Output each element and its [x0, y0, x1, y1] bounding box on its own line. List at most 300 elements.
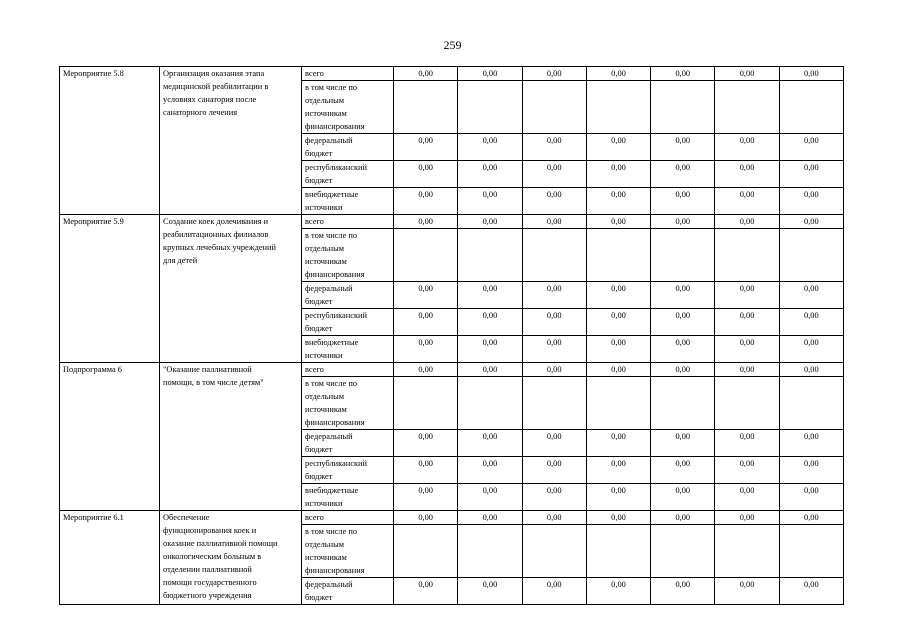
amount-cell — [779, 309, 843, 336]
program-name-line: оказание паллиативной помощи — [163, 539, 278, 548]
amount-cell — [715, 457, 779, 484]
amount-value: 0,00 — [804, 338, 819, 347]
amount-cell — [715, 377, 779, 430]
amount-value: 0,00 — [546, 136, 562, 145]
table-row — [60, 67, 844, 81]
amount-cell — [586, 309, 650, 336]
program-code: Мероприятие 6.1 — [63, 513, 124, 522]
amount-cell — [394, 67, 458, 81]
amount-cell — [522, 215, 586, 229]
amount-value: 0,00 — [546, 284, 562, 293]
funding-source-cell — [302, 188, 394, 215]
amount-cell — [651, 578, 715, 605]
program-name-line: условиях санатория после — [163, 95, 257, 104]
amount-value: 0,00 — [804, 486, 819, 495]
amount-cell — [394, 511, 458, 525]
funding-source-label: бюджет — [305, 297, 333, 306]
amount-value: 0,00 — [739, 513, 755, 522]
program-name-cell — [160, 67, 302, 215]
amount-cell — [715, 188, 779, 215]
amount-value: 0,00 — [482, 338, 498, 347]
table-row — [60, 363, 844, 377]
funding-source-label: внебюджетные — [305, 190, 359, 199]
amount-value: 0,00 — [804, 311, 819, 320]
amount-cell — [586, 229, 650, 282]
funding-source-label: внебюджетные — [305, 338, 359, 347]
amount-value: 0,00 — [418, 311, 433, 320]
amount-cell — [394, 282, 458, 309]
table-row — [60, 511, 844, 525]
funding-source-label: источникам — [305, 553, 347, 562]
program-code-cell — [60, 511, 160, 605]
amount-value: 0,00 — [804, 69, 819, 78]
amount-cell — [586, 525, 650, 578]
amount-value: 0,00 — [482, 365, 498, 374]
amount-cell — [651, 525, 715, 578]
funding-source-cell — [302, 363, 394, 377]
funding-source-label: в том числе по — [305, 527, 358, 536]
amount-cell — [715, 578, 779, 605]
amount-cell — [715, 81, 779, 134]
amount-cell — [522, 525, 586, 578]
funding-source-cell — [302, 377, 394, 430]
amount-value: 0,00 — [418, 432, 433, 441]
funding-table — [59, 66, 844, 605]
funding-source-label: финансирования — [305, 418, 365, 427]
amount-value: 0,00 — [804, 163, 819, 172]
amount-value: 0,00 — [418, 69, 433, 78]
funding-source-label: отдельным — [305, 540, 345, 549]
amount-cell — [779, 377, 843, 430]
amount-cell — [394, 363, 458, 377]
funding-source-cell — [302, 336, 394, 363]
amount-value: 0,00 — [611, 190, 626, 199]
amount-value: 0,00 — [804, 190, 819, 199]
amount-value: 0,00 — [675, 513, 691, 522]
amount-cell — [779, 430, 843, 457]
amount-cell — [586, 336, 650, 363]
amount-value: 0,00 — [611, 365, 626, 374]
amount-cell — [651, 336, 715, 363]
amount-cell — [779, 134, 843, 161]
funding-source-label: бюджет — [305, 472, 333, 481]
funding-source-cell — [302, 134, 394, 161]
program-name-line: онкологическим больным в — [163, 552, 262, 561]
funding-source-label: всего — [305, 217, 324, 226]
amount-cell — [394, 134, 458, 161]
amount-cell — [394, 336, 458, 363]
amount-value: 0,00 — [482, 69, 498, 78]
amount-cell — [779, 578, 843, 605]
amount-cell — [586, 457, 650, 484]
funding-source-label: отдельным — [305, 96, 345, 105]
funding-source-cell — [302, 81, 394, 134]
funding-source-label: федеральный — [305, 432, 353, 441]
funding-source-label: финансирования — [305, 566, 365, 575]
program-name-line: реабилитационных филиалов — [163, 230, 269, 239]
amount-cell — [586, 215, 650, 229]
amount-cell — [394, 81, 458, 134]
funding-source-cell — [302, 309, 394, 336]
amount-cell — [779, 161, 843, 188]
funding-source-label: финансирования — [305, 270, 365, 279]
amount-cell — [651, 430, 715, 457]
amount-cell — [779, 511, 843, 525]
funding-source-label: бюджет — [305, 176, 333, 185]
amount-value: 0,00 — [482, 284, 498, 293]
amount-cell — [586, 578, 650, 605]
funding-source-cell — [302, 525, 394, 578]
amount-cell — [458, 430, 522, 457]
amount-value: 0,00 — [546, 580, 562, 589]
amount-value: 0,00 — [611, 284, 626, 293]
amount-value: 0,00 — [739, 365, 755, 374]
amount-cell — [586, 484, 650, 511]
amount-cell — [394, 188, 458, 215]
amount-cell — [458, 457, 522, 484]
program-name-cell — [160, 363, 302, 511]
amount-value: 0,00 — [418, 365, 433, 374]
amount-value: 0,00 — [482, 190, 498, 199]
amount-value: 0,00 — [611, 136, 626, 145]
program-name-line: Организация оказания этапа — [163, 69, 265, 78]
amount-value: 0,00 — [611, 69, 626, 78]
amount-value: 0,00 — [418, 580, 433, 589]
amount-cell — [715, 309, 779, 336]
amount-value: 0,00 — [482, 136, 498, 145]
amount-value: 0,00 — [675, 284, 691, 293]
amount-value: 0,00 — [739, 163, 755, 172]
funding-source-label: источникам — [305, 257, 347, 266]
funding-source-cell — [302, 229, 394, 282]
amount-cell — [586, 377, 650, 430]
amount-cell — [586, 81, 650, 134]
program-name-line: отделении паллиативной — [163, 565, 252, 574]
amount-cell — [522, 67, 586, 81]
program-name-line: крупных лечебных учреждений — [163, 243, 276, 252]
amount-value: 0,00 — [418, 338, 433, 347]
amount-cell — [779, 282, 843, 309]
amount-value: 0,00 — [804, 459, 819, 468]
amount-value: 0,00 — [418, 190, 433, 199]
amount-cell — [394, 377, 458, 430]
amount-value: 0,00 — [804, 513, 819, 522]
amount-cell — [458, 578, 522, 605]
funding-source-label: бюджет — [305, 324, 333, 333]
funding-source-label: республиканский — [305, 311, 367, 320]
table-row — [60, 215, 844, 229]
funding-source-label: федеральный — [305, 284, 353, 293]
funding-source-label: бюджет — [305, 149, 333, 158]
funding-source-label: всего — [305, 69, 324, 78]
amount-value: 0,00 — [482, 311, 498, 320]
program-name-line: для детей — [163, 256, 198, 265]
amount-cell — [779, 67, 843, 81]
funding-source-label: всего — [305, 513, 324, 522]
funding-source-label: бюджет — [305, 445, 333, 454]
amount-cell — [586, 188, 650, 215]
amount-cell — [458, 282, 522, 309]
program-name-line: помощи государственного — [163, 578, 257, 587]
amount-value: 0,00 — [482, 163, 498, 172]
funding-source-cell — [302, 215, 394, 229]
funding-source-cell — [302, 67, 394, 81]
amount-value: 0,00 — [546, 338, 562, 347]
amount-value: 0,00 — [482, 432, 498, 441]
funding-source-cell — [302, 282, 394, 309]
amount-cell — [586, 67, 650, 81]
amount-cell — [458, 309, 522, 336]
amount-value: 0,00 — [546, 163, 562, 172]
amount-cell — [651, 81, 715, 134]
amount-value: 0,00 — [804, 365, 819, 374]
amount-cell — [715, 161, 779, 188]
amount-cell — [779, 188, 843, 215]
amount-value: 0,00 — [739, 580, 755, 589]
amount-cell — [651, 377, 715, 430]
amount-value: 0,00 — [611, 580, 626, 589]
amount-cell — [522, 430, 586, 457]
funding-source-label: источники — [305, 203, 343, 212]
amount-cell — [715, 511, 779, 525]
amount-cell — [586, 161, 650, 188]
amount-cell — [651, 457, 715, 484]
amount-cell — [394, 229, 458, 282]
program-name-line: помощи, в том числе детям" — [163, 378, 264, 387]
amount-cell — [651, 188, 715, 215]
funding-source-cell — [302, 457, 394, 484]
amount-cell — [779, 363, 843, 377]
amount-cell — [651, 511, 715, 525]
amount-cell — [522, 229, 586, 282]
funding-source-label: отдельным — [305, 392, 345, 401]
amount-value: 0,00 — [611, 513, 626, 522]
amount-cell — [458, 377, 522, 430]
amount-value: 0,00 — [675, 459, 691, 468]
funding-source-label: финансирования — [305, 122, 365, 131]
amount-cell — [394, 161, 458, 188]
amount-cell — [522, 511, 586, 525]
funding-source-label: всего — [305, 365, 324, 374]
funding-source-label: в том числе по — [305, 379, 358, 388]
amount-value: 0,00 — [739, 69, 755, 78]
amount-cell — [522, 336, 586, 363]
amount-value: 0,00 — [611, 432, 626, 441]
amount-value: 0,00 — [739, 136, 755, 145]
amount-cell — [715, 134, 779, 161]
amount-value: 0,00 — [675, 163, 691, 172]
amount-value: 0,00 — [482, 459, 498, 468]
program-name-line: бюджетного учреждения — [163, 591, 252, 600]
program-name-cell — [160, 511, 302, 605]
amount-cell — [586, 430, 650, 457]
program-code-cell — [60, 67, 160, 215]
amount-cell — [458, 525, 522, 578]
amount-cell — [458, 363, 522, 377]
program-code: Подпрограмма 6 — [63, 365, 122, 374]
amount-cell — [715, 430, 779, 457]
amount-cell — [779, 484, 843, 511]
amount-cell — [779, 229, 843, 282]
amount-cell — [458, 161, 522, 188]
amount-cell — [394, 457, 458, 484]
program-code-cell — [60, 215, 160, 363]
amount-value: 0,00 — [675, 432, 691, 441]
amount-value: 0,00 — [611, 217, 626, 226]
amount-value: 0,00 — [675, 217, 691, 226]
funding-source-label: источникам — [305, 109, 347, 118]
amount-value: 0,00 — [611, 459, 626, 468]
amount-value: 0,00 — [611, 163, 626, 172]
amount-cell — [651, 229, 715, 282]
amount-cell — [779, 215, 843, 229]
funding-source-label: источники — [305, 351, 343, 360]
amount-value: 0,00 — [675, 136, 691, 145]
program-code: Мероприятие 5.8 — [63, 69, 124, 78]
amount-value: 0,00 — [739, 486, 755, 495]
amount-value: 0,00 — [739, 190, 755, 199]
amount-cell — [458, 229, 522, 282]
program-name-line: Обеспечение — [163, 513, 210, 522]
amount-value: 0,00 — [804, 136, 819, 145]
amount-cell — [522, 484, 586, 511]
amount-cell — [458, 67, 522, 81]
amount-value: 0,00 — [418, 459, 433, 468]
program-name-line: функционирования коек и — [163, 526, 257, 535]
amount-value: 0,00 — [482, 217, 498, 226]
amount-cell — [715, 282, 779, 309]
funding-source-cell — [302, 430, 394, 457]
amount-cell — [586, 282, 650, 309]
amount-cell — [586, 363, 650, 377]
amount-value: 0,00 — [546, 365, 562, 374]
amount-value: 0,00 — [546, 432, 562, 441]
funding-table-body — [60, 67, 844, 605]
amount-value: 0,00 — [546, 513, 562, 522]
amount-cell — [394, 525, 458, 578]
amount-cell — [779, 457, 843, 484]
amount-cell — [715, 67, 779, 81]
amount-value: 0,00 — [482, 513, 498, 522]
amount-cell — [458, 81, 522, 134]
amount-cell — [715, 525, 779, 578]
amount-value: 0,00 — [482, 580, 498, 589]
amount-cell — [651, 282, 715, 309]
amount-cell — [586, 134, 650, 161]
program-code: Мероприятие 5.9 — [63, 217, 124, 226]
amount-cell — [522, 282, 586, 309]
amount-cell — [779, 336, 843, 363]
amount-value: 0,00 — [611, 311, 626, 320]
amount-cell — [394, 430, 458, 457]
amount-cell — [715, 229, 779, 282]
amount-cell — [394, 484, 458, 511]
amount-cell — [458, 134, 522, 161]
amount-cell — [394, 215, 458, 229]
amount-cell — [651, 67, 715, 81]
amount-cell — [522, 309, 586, 336]
amount-value: 0,00 — [675, 338, 691, 347]
funding-source-label: источники — [305, 499, 343, 508]
funding-source-label: отдельным — [305, 244, 345, 253]
program-name-line: санаторного лечения — [163, 108, 238, 117]
amount-value: 0,00 — [546, 486, 562, 495]
amount-value: 0,00 — [675, 311, 691, 320]
amount-value: 0,00 — [675, 486, 691, 495]
amount-cell — [651, 134, 715, 161]
amount-cell — [779, 525, 843, 578]
funding-source-label: федеральный — [305, 580, 353, 589]
amount-cell — [522, 578, 586, 605]
amount-value: 0,00 — [804, 432, 819, 441]
amount-cell — [522, 134, 586, 161]
funding-source-label: внебюджетные — [305, 486, 359, 495]
amount-cell — [779, 81, 843, 134]
amount-cell — [458, 188, 522, 215]
amount-value: 0,00 — [804, 284, 819, 293]
amount-cell — [522, 161, 586, 188]
amount-cell — [458, 336, 522, 363]
amount-value: 0,00 — [546, 311, 562, 320]
amount-value: 0,00 — [546, 190, 562, 199]
amount-cell — [522, 457, 586, 484]
page-number: 259 — [443, 38, 462, 52]
amount-value: 0,00 — [804, 580, 819, 589]
amount-cell — [394, 309, 458, 336]
funding-source-label: в том числе по — [305, 83, 358, 92]
amount-cell — [715, 215, 779, 229]
funding-source-cell — [302, 161, 394, 188]
program-name-line: Создание коек долечивания и — [163, 217, 269, 226]
funding-source-label: источникам — [305, 405, 347, 414]
amount-value: 0,00 — [418, 136, 433, 145]
funding-source-label: республиканский — [305, 459, 367, 468]
amount-value: 0,00 — [675, 365, 691, 374]
amount-value: 0,00 — [739, 338, 755, 347]
amount-cell — [715, 336, 779, 363]
funding-source-cell — [302, 484, 394, 511]
amount-value: 0,00 — [804, 217, 819, 226]
amount-cell — [522, 363, 586, 377]
funding-source-label: федеральный — [305, 136, 353, 145]
amount-cell — [458, 215, 522, 229]
amount-value: 0,00 — [739, 459, 755, 468]
amount-value: 0,00 — [739, 284, 755, 293]
amount-cell — [651, 484, 715, 511]
amount-cell — [522, 377, 586, 430]
amount-cell — [651, 215, 715, 229]
amount-cell — [715, 363, 779, 377]
amount-value: 0,00 — [739, 311, 755, 320]
amount-value: 0,00 — [546, 217, 562, 226]
amount-value: 0,00 — [546, 459, 562, 468]
amount-cell — [458, 511, 522, 525]
amount-value: 0,00 — [675, 580, 691, 589]
amount-cell — [586, 511, 650, 525]
amount-value: 0,00 — [546, 69, 562, 78]
amount-value: 0,00 — [418, 284, 433, 293]
amount-value: 0,00 — [482, 486, 498, 495]
program-code-cell — [60, 363, 160, 511]
amount-cell — [522, 81, 586, 134]
amount-cell — [651, 309, 715, 336]
amount-cell — [715, 484, 779, 511]
funding-source-cell — [302, 511, 394, 525]
amount-value: 0,00 — [418, 486, 433, 495]
amount-value: 0,00 — [611, 486, 626, 495]
amount-cell — [458, 484, 522, 511]
funding-source-label: бюджет — [305, 593, 333, 602]
